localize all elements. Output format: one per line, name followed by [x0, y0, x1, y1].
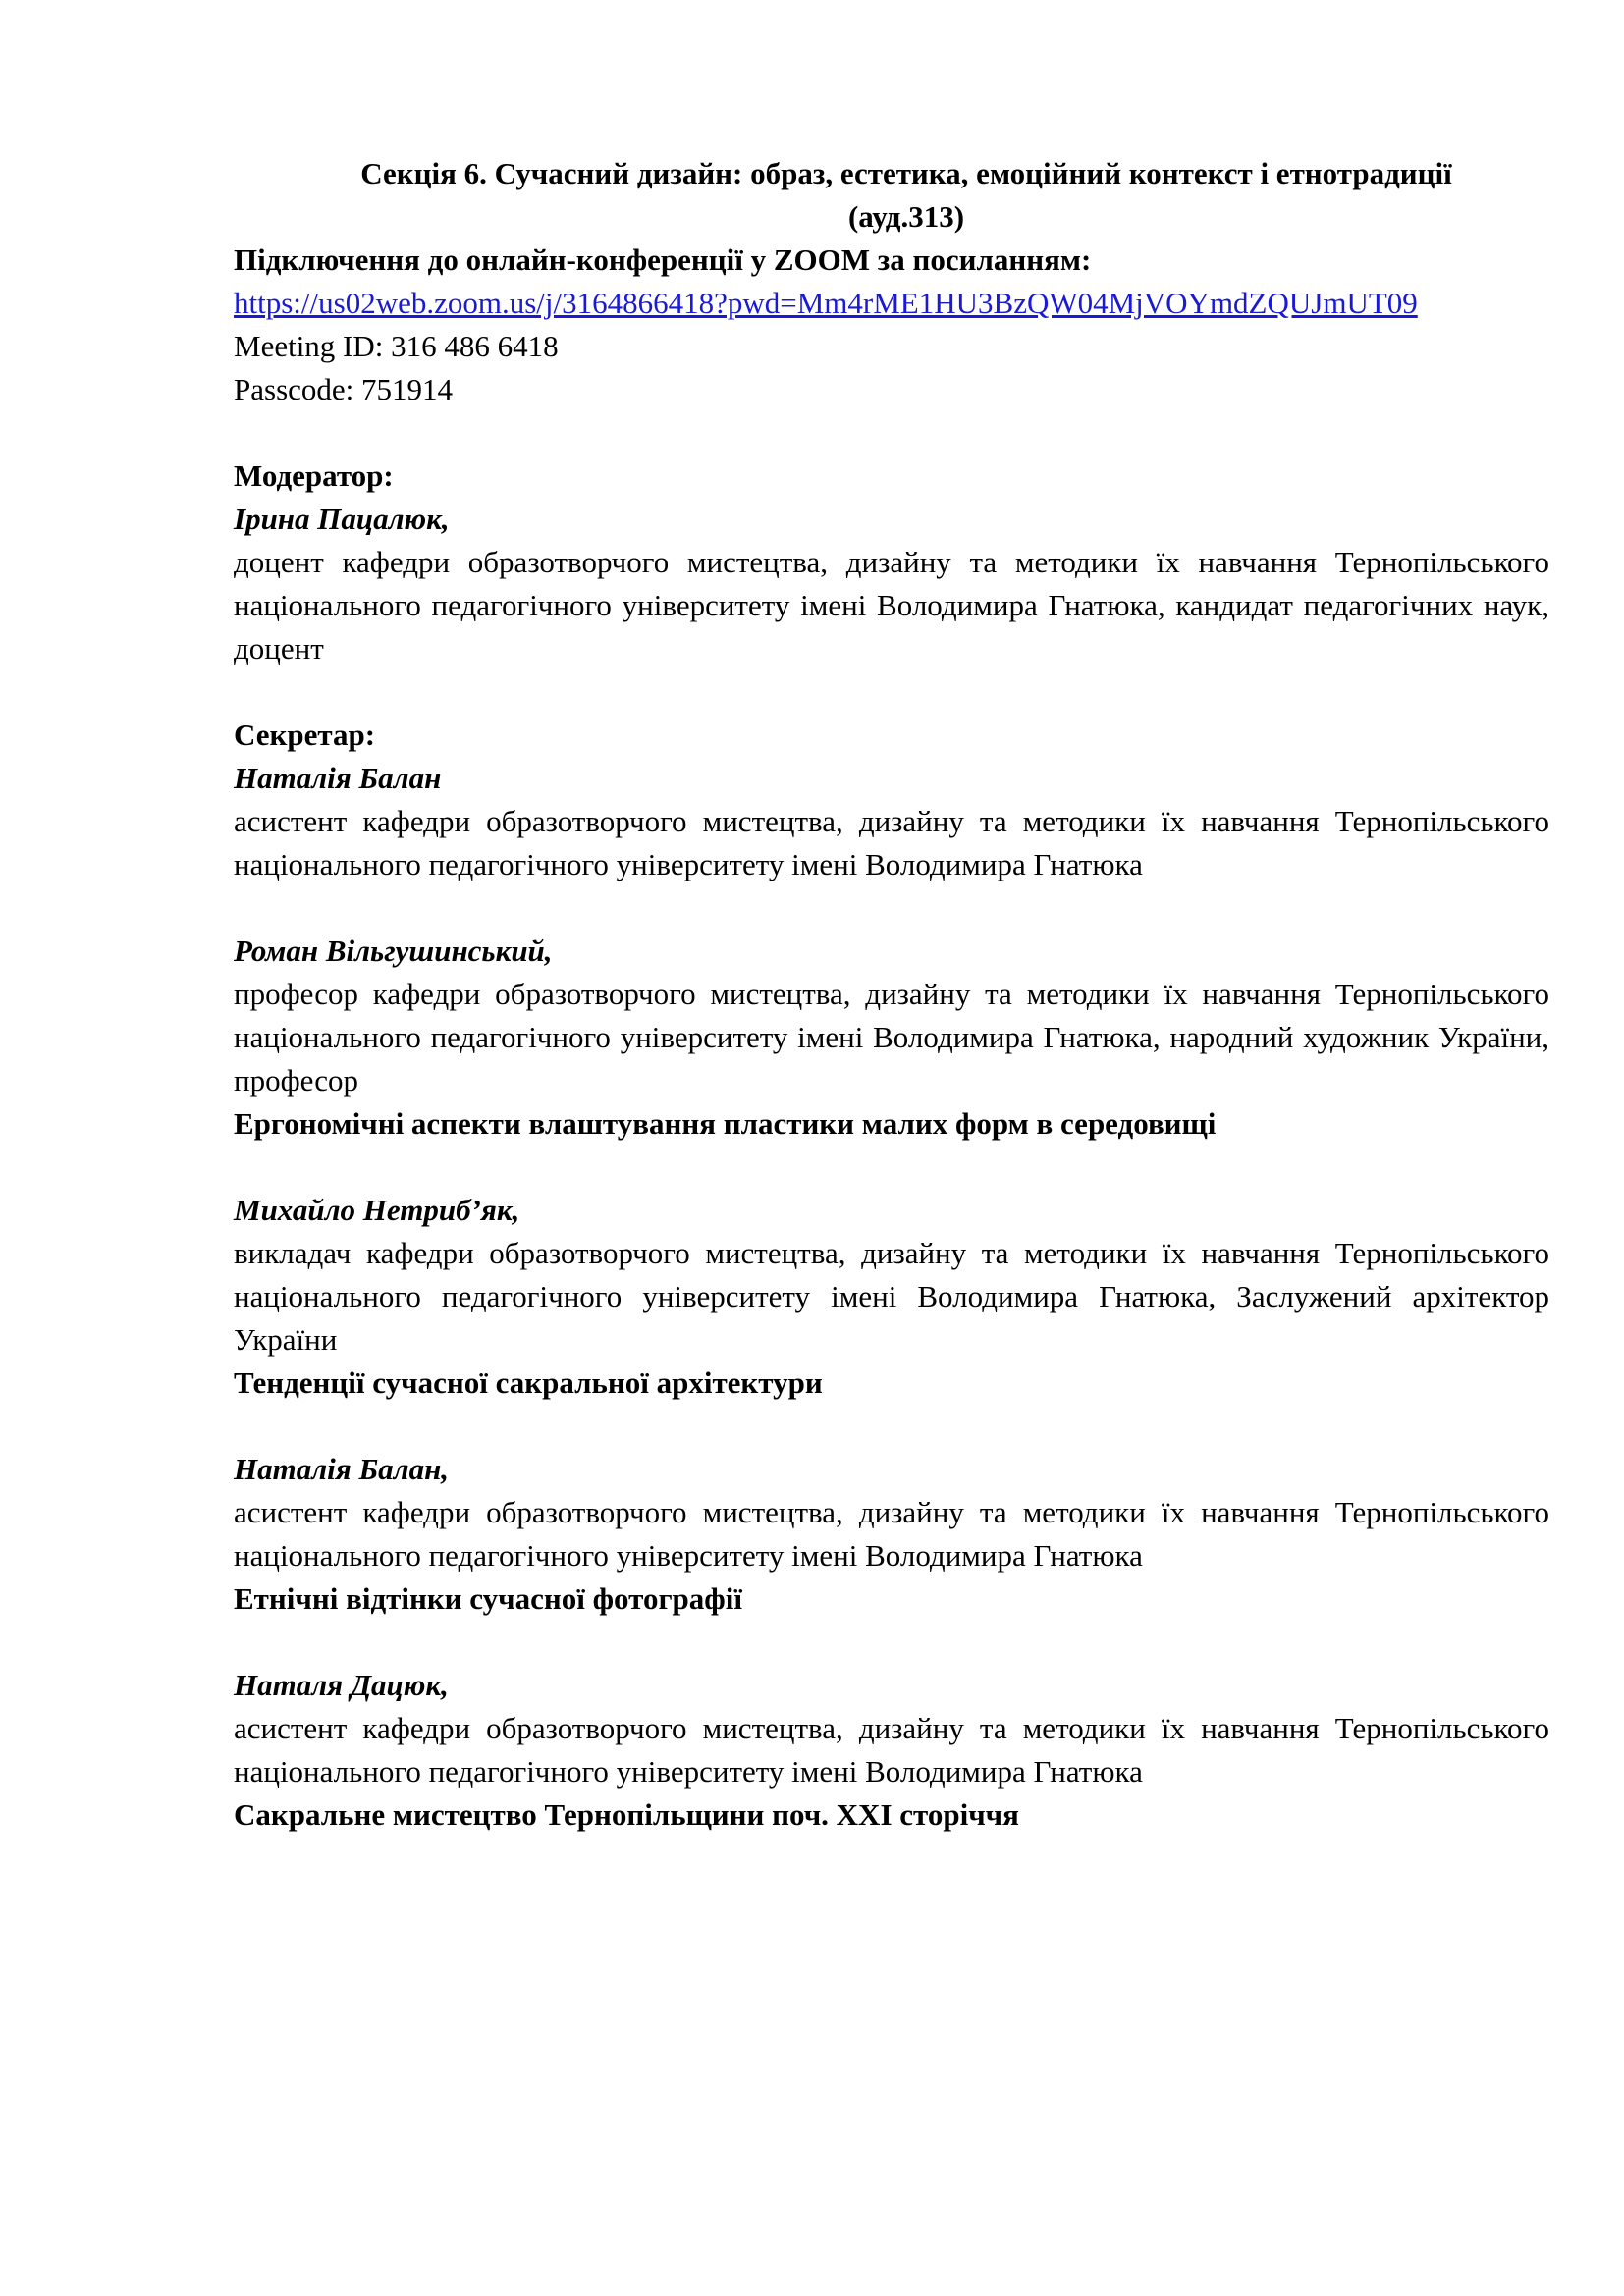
speaker-name: Наталя Дацюк, [234, 1668, 449, 1702]
section-title-line2: (ауд.313) [847, 199, 965, 234]
moderator-position: доцент кафедри образотворчого мистецтва, дизайну та методики їх навчання Тернопільського національного педагогічного університету імені Володимира Гнатюка, кандидат педагогічних наук, доцент [234, 545, 1549, 666]
section-title [234, 152, 1579, 239]
document-content [234, 152, 1549, 1837]
speaker-entry [234, 1448, 1549, 1621]
speaker-position: асистент кафедри образотворчого мистецтва, дизайну та методики їх навчання Тернопільського національного педагогічного університету імені Володимира Гнатюка [234, 1495, 1549, 1573]
secretary-position: асистент кафедри образотворчого мистецтва, дизайну та методики їх навчання Тернопільського національного педагогічного університету імені Володимира Гнатюка [234, 804, 1549, 881]
section-title-line1: Секція 6. Сучасний дизайн: образ, естетика, емоційний контекст і етнотрадиції [360, 156, 1452, 190]
speaker-topic: Ергономічні аспекти влаштування пластики малих форм в середовищі [234, 1106, 1217, 1141]
zoom-heading: Підключення до онлайн-конференції у ZOOM за посиланням: [234, 242, 1092, 277]
speaker-name: Роман Вільгушинський, [234, 934, 553, 968]
passcode: Passcode: 751914 [234, 372, 454, 406]
speaker-name: Наталія Балан, [234, 1452, 450, 1486]
speaker-name: Михайло Нетриб’як, [234, 1193, 520, 1227]
speaker-entry [234, 1189, 1549, 1405]
meeting-id: Meeting ID: 316 486 6418 [234, 329, 559, 363]
zoom-link[interactable]: https://us02web.zoom.us/j/3164866418?pwd=Mm4rME1HU3BzQW04MjVOYmdZQUJmUT09 [234, 286, 1418, 320]
speaker-entry [234, 930, 1549, 1146]
moderator-name: Ірина Пацалюк, [234, 502, 450, 536]
secretary-name: Наталія Балан [234, 761, 442, 795]
speaker-topic: Етнічні відтінки сучасної фотографії [234, 1581, 742, 1616]
secretary-label: Секретар: [234, 718, 376, 752]
speaker-position: професор кафедри образотворчого мистецтва, дизайну та методики їх навчання Тернопільського національного педагогічного університету імені Володимира Гнатюка, народний художник України, професор [234, 977, 1549, 1097]
speaker-position: асистент кафедри образотворчого мистецтва, дизайну та методики їх навчання Тернопільського національного педагогічного університету імені Володимира Гнатюка [234, 1711, 1549, 1789]
speaker-topic: Сакральне мистецтво Тернопільщини поч. XXI сторіччя [234, 1797, 1019, 1832]
speaker-topic: Тенденції сучасної сакральної архітектури [234, 1365, 823, 1400]
moderator-label: Модератор: [234, 458, 394, 493]
speaker-position: викладач кафедри образотворчого мистецтва, дизайну та методики їх навчання Тернопільського національного педагогічного університету імені Володимира Гнатюка, Заслужений архітектор України [234, 1236, 1549, 1357]
speaker-entry [234, 1664, 1549, 1837]
